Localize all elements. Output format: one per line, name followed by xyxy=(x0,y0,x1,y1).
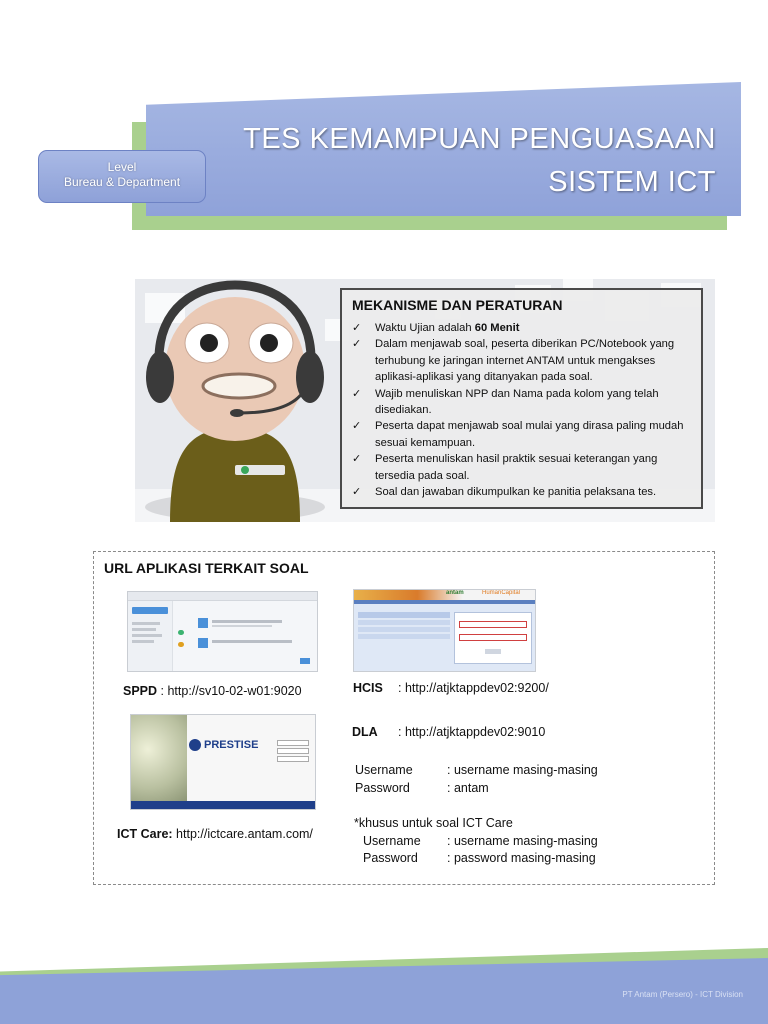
rule-item xyxy=(352,418,691,451)
check-icon: ✓ xyxy=(352,387,362,400)
dla-entry xyxy=(352,725,546,739)
rule-item xyxy=(352,336,691,385)
mascot-icon xyxy=(135,279,335,522)
sppd-screenshot xyxy=(127,591,318,672)
sppd-entry xyxy=(123,684,302,698)
hcis-url[interactable]: : http://atjktappdev02:9200/ xyxy=(398,681,549,695)
mechanism-panel xyxy=(340,288,703,509)
ict-username-value: : username masing-masing xyxy=(447,834,598,848)
level-value: Bureau & Department xyxy=(63,175,181,189)
ict-password-label: Password xyxy=(363,851,418,865)
ict-password-value: : password masing-masing xyxy=(447,851,596,865)
rule-text-1-prefix: Waktu Ujian adalah xyxy=(375,322,475,334)
ictcare-screenshot xyxy=(130,714,316,810)
username-label: Username xyxy=(355,763,413,777)
hcis-label: HCIS xyxy=(353,681,383,695)
rules-list xyxy=(352,320,691,500)
url-section-title: URL APLIKASI TERKAIT SOAL xyxy=(104,560,309,576)
level-badge xyxy=(38,150,206,203)
check-icon: ✓ xyxy=(352,453,362,466)
hcis-brand-text-2: HumanCapital xyxy=(482,590,521,596)
rule-item xyxy=(352,320,691,336)
password-value: : antam xyxy=(447,781,489,795)
ict-note: *khusus untuk soal ICT Care xyxy=(354,816,513,830)
password-label: Password xyxy=(355,781,410,795)
page-title-line-1: TES KEMAMPUAN PENGUASAAN xyxy=(243,123,716,155)
ictcare-url[interactable]: http://ictcare.antam.com/ xyxy=(172,827,313,841)
check-icon: ✓ xyxy=(352,338,362,351)
dla-label: DLA xyxy=(352,725,378,739)
ict-username-label: Username xyxy=(363,834,421,848)
sppd-label: SPPD xyxy=(123,684,158,698)
ictcare-entry xyxy=(117,827,313,841)
page-title-line-2: SISTEM ICT xyxy=(548,166,716,198)
ictcare-label: ICT Care: xyxy=(117,827,173,841)
hcis-brand-text: antam xyxy=(446,590,464,596)
hcis-screenshot xyxy=(353,589,536,672)
check-icon: ✓ xyxy=(352,486,362,499)
check-icon: ✓ xyxy=(352,322,362,334)
rule-text: Peserta dapat menjawab soal mulai yang dirasa paling mudah sesuai kemampuan. xyxy=(375,420,684,449)
mechanism-title: MEKANISME DAN PERATURAN xyxy=(352,297,563,313)
username-value: : username masing-masing xyxy=(447,763,598,777)
dla-url[interactable]: : http://atjktappdev02:9010 xyxy=(398,725,546,739)
rule-item xyxy=(352,386,691,419)
rule-item xyxy=(352,451,691,484)
check-icon: ✓ xyxy=(352,420,362,433)
rule-text: Wajib menuliskan NPP dan Nama pada kolom yang telah disediakan. xyxy=(375,387,659,417)
sppd-url[interactable]: : http://sv10-02-w01:9020 xyxy=(157,684,302,698)
rule-text: Dalam menjawab soal, peserta diberikan PC/Notebook yang terhubung ke jaringan internet ANTAM untuk mengakses aplikasi-aplikasi yang ditanyakan pada soal. xyxy=(375,338,675,384)
rule-text-1-duration: 60 Menit xyxy=(474,322,520,334)
rule-text: Soal dan jawaban dikumpulkan ke panitia pelaksana tes. xyxy=(375,486,657,499)
hcis-entry xyxy=(353,681,549,695)
footer-text: PT Antam (Persero) - ICT Division xyxy=(622,990,743,999)
level-label: Level xyxy=(107,160,137,174)
page-title xyxy=(196,118,716,204)
rule-item xyxy=(352,484,691,500)
ict-logo-text: PRESTISE xyxy=(204,739,259,751)
rule-text: Peserta menuliskan hasil praktik sesuai keterangan yang tersedia pada soal. xyxy=(375,453,658,482)
